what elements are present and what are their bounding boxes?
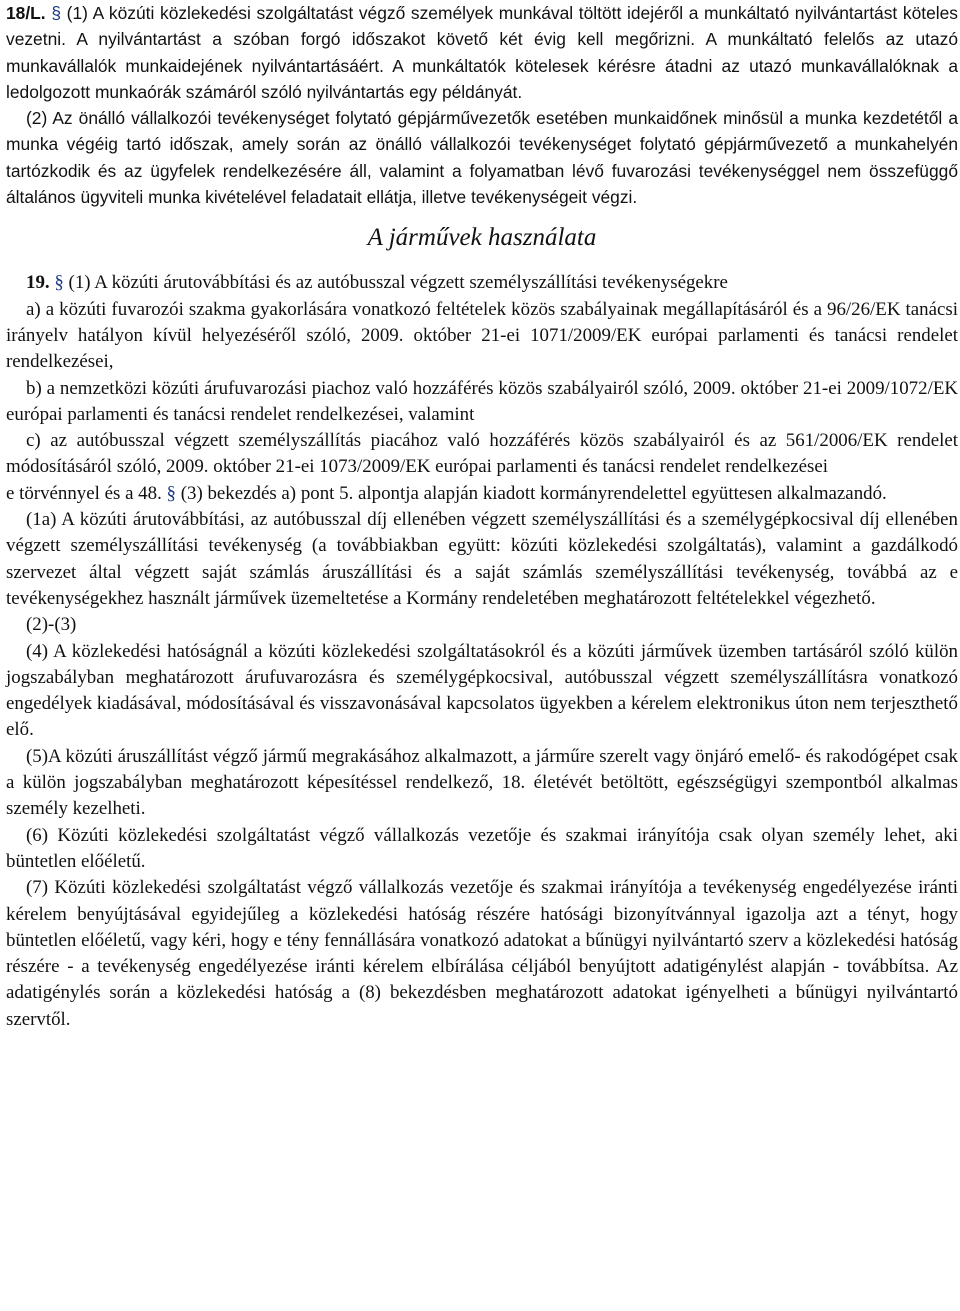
section-heading: A járművek használata — [367, 224, 597, 252]
section-19-number: 19. — [26, 272, 50, 294]
list-item-a: a) a közúti fuvarozói szakma gyakorlására vonatkozó feltételek közös szabályainak megállapításáról és a 96/26/EK tanácsi irányelv hatályon kívül helyezéséről szóló, 2009. október 21-ei 1071/2009/EK európai parlamenti és tanácsi rendelet rendelkezései, — [6, 298, 958, 373]
paragraph-1a: (1a) A közúti árutovábbítási, az autóbusszal díj ellenében végzett személyszállítási és a személygépkocsival díj ellenében végzett személyszállítási tevékenység (a továbbiakban együtt: közúti közlekedési szolgáltatás), valamint a gazdálkodó szervezet által végzett saját számlás áruszállítási és a saját számlás személyszállítási tevékenység, továbbá az e tevékenységekhez használt járművek üzemeltetése a Kormány rendeletében meghatározott feltételekkel végezhető. — [6, 509, 958, 609]
section-19-paragraph-1-close — [6, 481, 958, 507]
section-18-paragraph-1 — [6, 0, 958, 105]
paragraph-2-3: (2)-(3) — [26, 614, 77, 636]
section-19-paragraph-1 — [6, 270, 958, 296]
section-18-paragraph-1-tail: A munkáltatók kötelesek kérésre átadni az utazó munkavállalóknak a ledolgozott munkaórák számáról szóló nyilvántartás egy példányát. — [6, 55, 958, 102]
section-19-paragraph-1-intro: (1) A közúti árutovábbítási és az autóbusszal végzett személyszállítási tevékenységekre — [68, 272, 728, 294]
paragraph-6: (6) Közúti közlekedési szolgáltatást végző vállalkozás vezetője és szakmai irányítója csak olyan személy lehet, aki büntetlen előéletű. — [6, 824, 958, 872]
section-sign-link[interactable]: § — [54, 272, 64, 294]
list-item-b: b) a nemzetközi közúti árufuvarozási piachoz való hozzáférés közös szabályairól szóló, 2009. október 21-ei 2009/1072/EK európai parlamenti és tanácsi rendelet rendelkezései, valamint — [6, 377, 958, 425]
close-text-a: e törvénnyel és a 48. — [6, 482, 162, 504]
list-item-c: c) az autóbusszal végzett személyszállítás piacához való hozzáférés közös szabályairól és az 561/2006/EK rendelet módosításáról szóló, 2009. október 21-ei 1073/2009/EK európai parlamenti és tanácsi rendelet rendelkezései — [6, 430, 958, 478]
section-sign-link[interactable]: § — [51, 3, 61, 23]
document-page — [6, 0, 958, 1033]
section-18-paragraph-2: (2) Az önálló vállalkozói tevékenységet folytató gépjárművezetők esetében munkaidőnek minősül a munka kezdetétől a munka végéig tartó időszak, amely során az önálló vállalkozói tevékenységet folytató gépjárművezető a munkahelyén tartózkodik és az ügyfelek rendelkezésére áll, valamint a folyamatban lévő fuvarozási tevékenységgel nem összefüggő általános ügyviteli munka kivételével feladatait ellátja, illetve tevékenységeit végzi. — [6, 108, 958, 208]
paragraph-5: (5)A közúti áruszállítást végző jármű megrakásához alkalmazott, a járműre szerelt vagy önjáró emelő- és rakodógépet csak a külön jogszabályban meghatározott képesítéssel rendelkező, 18. életévét betöltött, egészségügyi szempontból alkalmas személy kezelheti. — [6, 745, 958, 820]
section-sign-link[interactable]: § — [166, 482, 176, 504]
close-text-b: (3) bekezdés a) pont 5. alpontja alapján kiadott kormányrendelettel együttesen alkalmazandó. — [180, 482, 887, 504]
paragraph-4: (4) A közlekedési hatóságnál a közúti közlekedési szolgáltatásokról és a közúti járművek üzemben tartásáról szóló külön jogszabályban meghatározott árufuvarozásra és személygépkocsival, autóbusszal végzett személyszállításra vonatkozó engedélyek kiadásával, módosításával és visszavonásával kapcsolatos ügyekben a kérelem elektronikus úton nem terjeszthető elő. — [6, 640, 958, 741]
section-18-number: 18/L. — [6, 3, 46, 23]
section-18-paragraph-1-text: (1) A közúti közlekedési szolgáltatást végző személyek munkával töltött idejéről a munkáltató nyilvántartást köteles vezetni. A nyilvántartást a szóban forgó időszakot követő két évig kell megőrizni. A munkáltató felelős az utazó munkavállalók munkaidejének nyilvántartásáért. — [6, 3, 958, 76]
paragraph-7: (7) Közúti közlekedési szolgáltatást végző vállalkozás vezetője és szakmai irányítója a tevékenység engedélyezése iránti kérelem benyújtásával egyidejűleg a közlekedési hatóság részére hatósági bizonyítvánnyal igazolja azt a tényt, hogy büntetlen előéletű, vagy kéri, hogy e tény fennállására vonatkozó adatokat a bűnügyi nyilvántartó szerv a közlekedési hatóság részére - a tevékenység engedélyezése iránti kérelem elbírálása céljából benyújtott adatigénylést alapján - továbbítsa. Az adatigénylés során a közlekedési hatóság a (8) bekezdésben meghatározott adatokat igényelheti a bűnügyi nyilvántartó szervtől. — [6, 877, 958, 1030]
